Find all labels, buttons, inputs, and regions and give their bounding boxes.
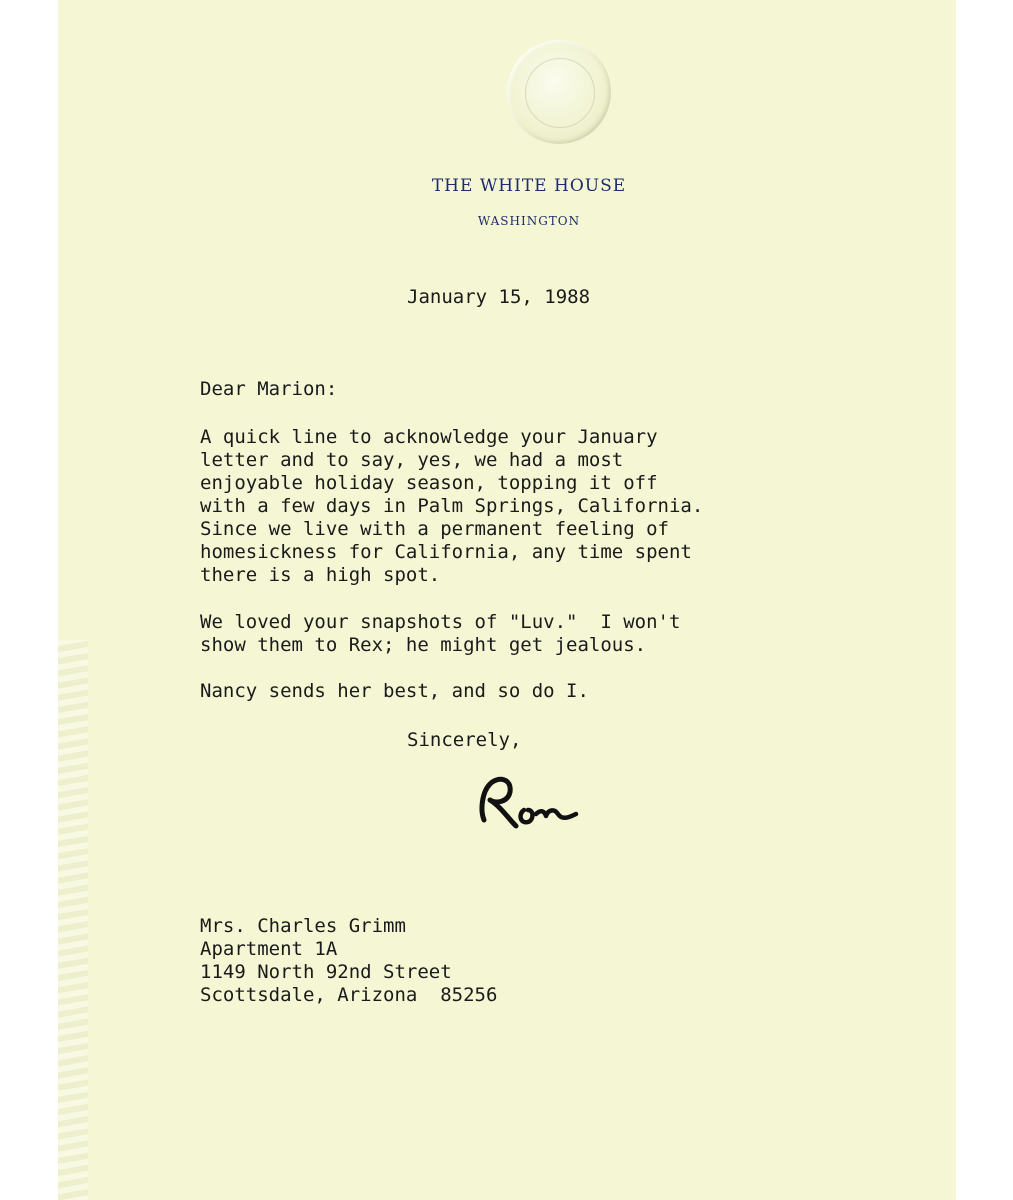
letter-paper — [58, 0, 956, 1200]
letterhead-title: THE WHITE HOUSE — [431, 176, 627, 196]
body-paragraph-3: Nancy sends her best, and so do I. — [200, 680, 589, 702]
embossed-seal-icon — [507, 40, 611, 144]
body-paragraph-1: A quick line to acknowledge your January letter and to say, yes, we had a most enjoyable holiday season, topping it off with a few days in Palm Springs, California. Since we live with a permanent feeling of homesickness for California, any time spent there is a high spot. — [200, 426, 704, 586]
embossed-edge-mark — [58, 640, 88, 1200]
letter-salutation: Dear Marion: — [200, 378, 338, 400]
letterhead-city: WASHINGTON — [477, 214, 581, 228]
handwritten-signature — [476, 770, 586, 840]
seal-inner-ring — [525, 58, 595, 128]
letter-date: January 15, 1988 — [407, 286, 591, 308]
body-paragraph-2: We loved your snapshots of "Luv." I won't show them to Rex; he might get jealous. — [200, 611, 681, 656]
letter-closing: Sincerely, — [407, 729, 522, 751]
recipient-address: Mrs. Charles Grimm Apartment 1A 1149 North 92nd Street Scottsdale, Arizona 85256 — [200, 915, 498, 1006]
